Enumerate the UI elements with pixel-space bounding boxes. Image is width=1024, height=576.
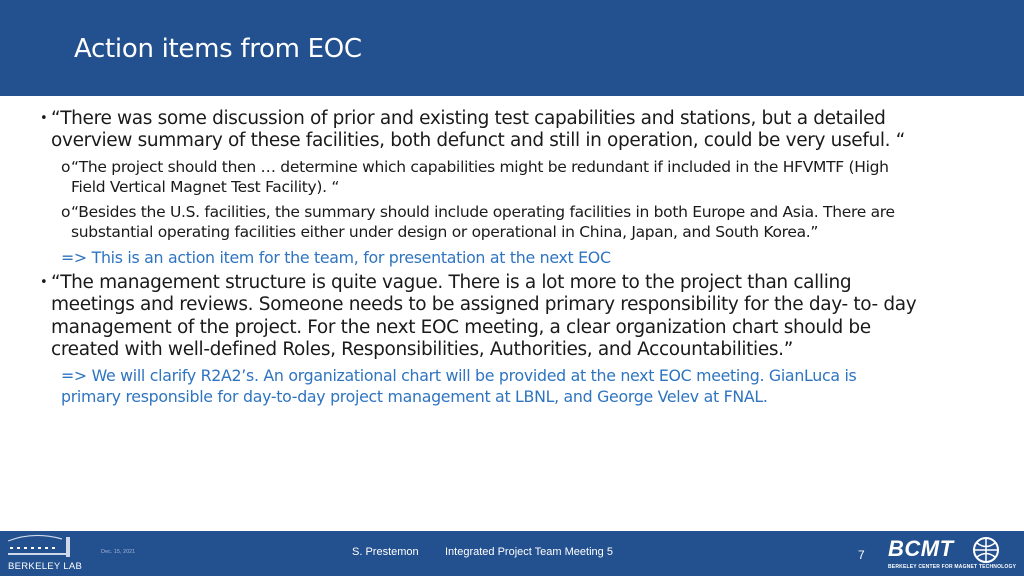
bullet-marker: • (40, 111, 48, 126)
response-item-1: => This is an action item for the team, for presentation at the next EOC (61, 247, 611, 267)
bcmt-subtitle: BERKELEY CENTER FOR MAGNET TECHNOLOGY (888, 564, 1017, 570)
slide-header (0, 0, 1024, 96)
page-number: 7 (858, 548, 865, 562)
sub-bullet-item-2 (61, 202, 920, 243)
footer-meeting: Integrated Project Team Meeting 5 (445, 546, 613, 558)
footer-date: Dec. 15, 2021 (101, 549, 136, 555)
bcmt-logo-text: BCMT (888, 536, 954, 561)
bullet-marker: • (40, 274, 48, 290)
slide-content (40, 108, 920, 407)
footer-presenter: S. Prestemon (352, 546, 419, 558)
magnet-globe-icon (972, 536, 1000, 564)
slide-footer (0, 531, 1024, 576)
sub-bullet-item-1-text: “The project should then … determine which capabilities might be redundant if included in the HFVMTF (High Field Vertical Magnet Test Facility). “ (71, 157, 889, 197)
slide-title: Action items from EOC (74, 34, 362, 64)
bullet-item-2-text: “The management structure is quite vague. There is a lot more to the project than calling meetings and reviews. Someone needs to be assigned primary responsibility for the day- to- day management of the project. For the next EOC meeting, a clear organization chart should be created with well-defined Roles, Responsibilities, Authorities, and Accountabilities.” (51, 271, 917, 361)
lab-name: BERKELEY LAB (8, 561, 83, 572)
sub-bullet-marker: o (61, 202, 71, 221)
bullet-item-2 (40, 272, 920, 362)
response-item-2: => We will clarify R2A2’s. An organizational chart will be provided at the next EOC meeting. GianLuca is primary responsible for day-to-day project management at LBNL, and George Velev at FNAL. (61, 366, 857, 407)
sub-bullet-marker: o (61, 157, 71, 176)
sub-bullet-item-2-text: “Besides the U.S. facilities, the summary should include operating facilities in both Europe and Asia. There are substantial operating facilities either under design or operational in China, Japan, and South Korea.” (71, 202, 895, 242)
bullet-item-1 (40, 108, 920, 153)
bullet-item-1-text: “There was some discussion of prior and existing test capabilities and stations, but a detailed overview summary of these facilities, both defunct and still in operation, could be very useful. “ (51, 108, 905, 152)
sub-bullet-item-1 (61, 157, 920, 198)
